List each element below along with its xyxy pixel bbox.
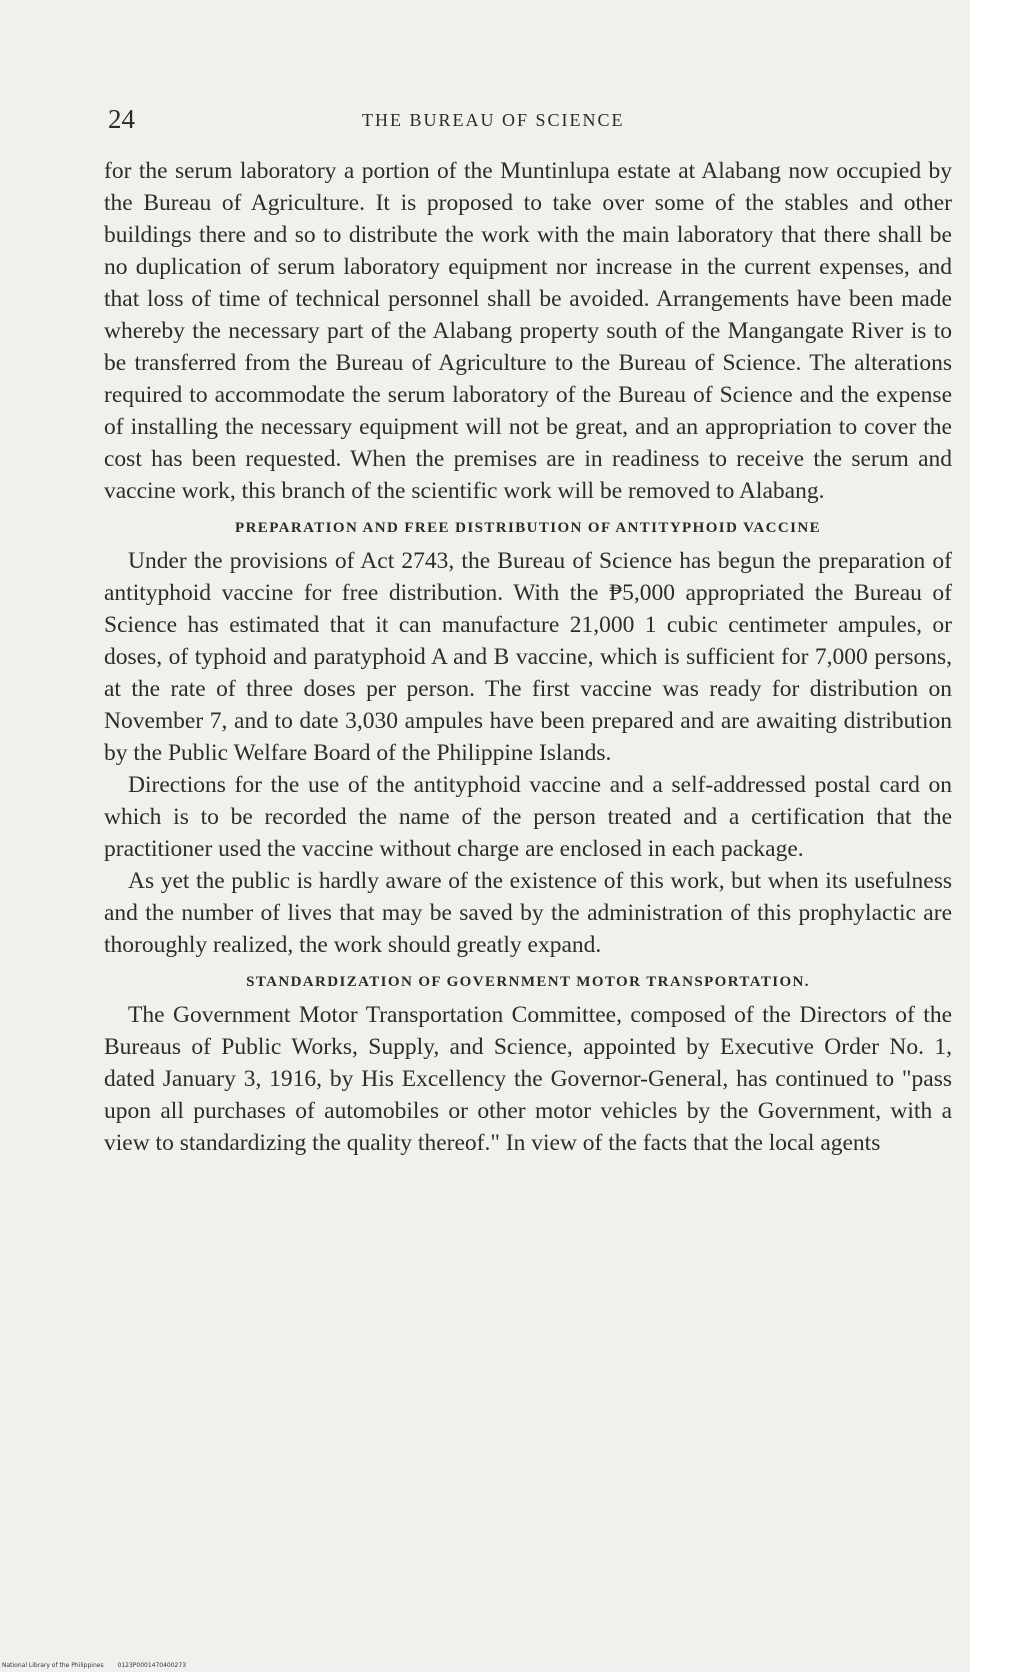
paragraph-public-awareness: As yet the public is hardly aware of the existence of this work, but when its usefulness and the number of lives that may be saved by the administration of this prophylactic are thoroughly realized, the work should greatly expand. <box>104 868 952 958</box>
page-number: 24 <box>108 104 135 134</box>
paragraph-directions: Directions for the use of the antityphoid vaccine and a self-addressed postal card on which is to be recorded the name of the person treated and a certification that the practitioner used the vaccine without charge are enclosed in each package. <box>104 772 952 862</box>
body-text <box>104 155 952 1159</box>
archive-identifier: 0123P0001470400273 <box>117 1662 187 1669</box>
paragraph-continued: for the serum laboratory a portion of the Muntinlupa estate at Alabang now occupied by the Bureau of Agriculture. It is proposed to take over some of the stables and other buildings there and so to distribute the work with the main laboratory that there shall be no duplication of serum laboratory equipment nor increase in the current expenses, and that loss of time of technical personnel shall be avoided. Arrangements have been made whereby the necessary part of the Alabang property south of the Mangangate River is to be transferred from the Bureau of Agriculture to the Bureau of Science. The alterations required to accommodate the serum laboratory of the Bureau of Science and the expense of installing the necessary equipment will not be great, and an appropriation to cover the cost has been requested. When the premises are in readiness to receive the serum and vaccine work, this branch of the scientific work will be removed to Alabang. <box>104 158 952 504</box>
scan-margin <box>970 0 1012 1672</box>
paragraph-motor-committee: The Government Motor Transportation Committee, composed of the Directors of the Bureaus of Public Works, Supply, and Science, appointed by Executive Order No. 1, dated January 3, 1916, by His Excellency the Governor-General, has continued to "pass upon all purchases of automobiles or other motor vehicles by the Government, with a view to standardizing the quality thereof." In view of the facts that the local agents <box>104 1002 952 1156</box>
running-title: THE BUREAU OF SCIENCE <box>362 110 625 130</box>
page-header <box>108 104 950 140</box>
library-name: National Library of the Philippines <box>2 1662 104 1669</box>
paragraph-antityphoid-provisions: Under the provisions of Act 2743, the Bureau of Science has begun the preparation of antityphoid vaccine for free distribution. With the ₱5,000 appropriated the Bureau of Science has estimated that it can manufacture 21,000 1 cubic centimeter ampules, or doses, of typhoid and paratyphoid A and B vaccine, which is sufficient for 7,000 persons, at the rate of three doses per person. The first vaccine was ready for distribution on November 7, and to date 3,030 ampules have been prepared and are awaiting distribution by the Public Welfare Board of the Philippine Islands. <box>104 548 952 766</box>
section-heading-motor-transportation: STANDARDIZATION OF GOVERNMENT MOTOR TRANSPORTATION. <box>246 974 810 990</box>
section-heading-antityphoid: PREPARATION AND FREE DISTRIBUTION OF ANTITYPHOID VACCINE <box>235 520 821 536</box>
archive-stamp <box>2 1662 198 1669</box>
